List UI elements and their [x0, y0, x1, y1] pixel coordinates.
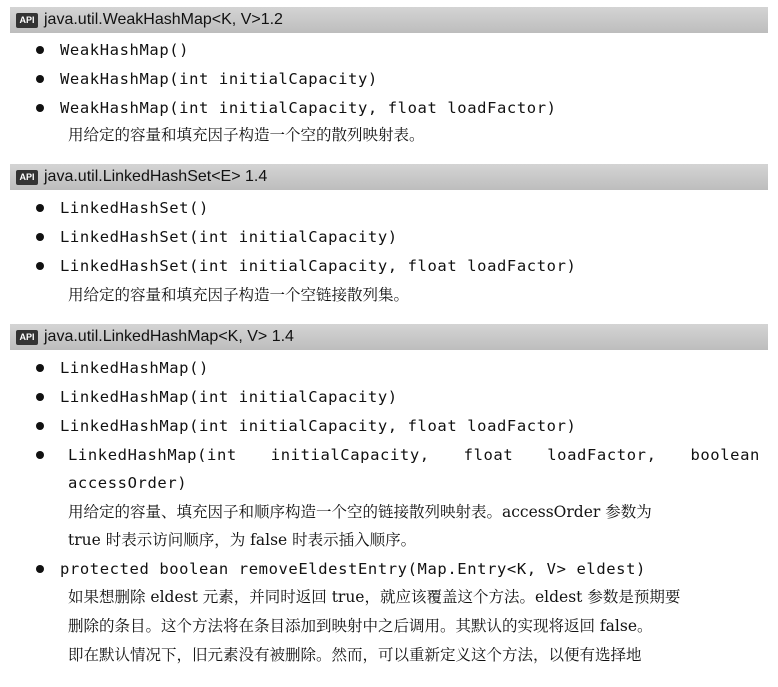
signature-word: float	[463, 446, 514, 464]
method-signature: protected boolean removeEldestEntry(Map.Entry<K, V> eldest)	[60, 560, 646, 578]
signature-word: LinkedHashMap(int	[68, 446, 237, 464]
method-item	[36, 37, 189, 63]
method-signature-line1	[68, 442, 760, 468]
method-item	[36, 355, 209, 381]
method-signature: WeakHashMap(int initialCapacity, float loadFactor)	[60, 99, 557, 117]
method-item	[36, 195, 209, 221]
bullet-icon	[36, 364, 44, 372]
method-description-line: 即在默认情况下，旧元素没有被删除。然而，可以重新定义这个方法，以便有选择地	[68, 646, 642, 664]
api-badge-icon: API	[16, 170, 38, 185]
method-description-line: true 时表示访问顺序，为 false 时表示插入顺序。	[68, 531, 417, 549]
method-signature-line2: accessOrder)	[68, 474, 188, 492]
method-signature: LinkedHashMap(int initialCapacity, float loadFactor)	[60, 417, 577, 435]
method-signature: LinkedHashMap(int initialCapacity)	[60, 388, 398, 406]
api-header-title: java.util.LinkedHashMap<K, V> 1.4	[44, 328, 294, 345]
bullet-icon	[36, 422, 44, 430]
bullet-icon	[36, 451, 44, 459]
api-header-title: java.util.LinkedHashSet<E> 1.4	[44, 168, 268, 185]
method-signature: LinkedHashMap()	[60, 359, 209, 377]
api-header-linkedhashmap	[10, 324, 768, 350]
method-item-protected	[36, 556, 646, 582]
method-item	[36, 95, 557, 121]
bullet-icon	[36, 75, 44, 83]
api-header-linkedhashset	[10, 164, 768, 190]
method-signature: LinkedHashSet(int initialCapacity, float loadFactor)	[60, 257, 577, 275]
method-item	[36, 384, 398, 410]
bullet-icon	[36, 262, 44, 270]
bullet-icon	[36, 565, 44, 573]
bullet-icon	[36, 46, 44, 54]
method-description-line: 删除的条目。这个方法将在条目添加到映射中之后调用。其默认的实现将返回 false。	[68, 617, 653, 635]
method-signature: LinkedHashSet(int initialCapacity)	[60, 228, 398, 246]
signature-word: loadFactor,	[547, 446, 657, 464]
method-signature: WeakHashMap()	[60, 41, 190, 59]
method-description: 用给定的容量和填充因子构造一个空链接散列集。	[68, 286, 410, 304]
bullet-icon	[36, 204, 44, 212]
method-item	[36, 413, 576, 439]
bullet-icon	[36, 104, 44, 112]
bullet-icon	[36, 233, 44, 241]
api-badge-icon: API	[16, 13, 38, 28]
api-header-title: java.util.WeakHashMap<K, V>1.2	[44, 11, 283, 28]
bullet-icon	[36, 393, 44, 401]
method-description-line: 用给定的容量、填充因子和顺序构造一个空的链接散列映射表。accessOrder 参数为	[68, 503, 652, 521]
signature-word: initialCapacity,	[270, 446, 430, 464]
method-description: 用给定的容量和填充因子构造一个空的散列映射表。	[68, 126, 425, 144]
api-badge-icon: API	[16, 330, 38, 345]
method-signature: WeakHashMap(int initialCapacity)	[60, 70, 378, 88]
api-header-weakhashmap	[10, 7, 768, 33]
method-item	[36, 224, 398, 250]
method-item	[36, 253, 576, 279]
method-description-line: 如果想删除 eldest 元素，并同时返回 true，就应该覆盖这个方法。eldest 参数是预期要	[68, 588, 681, 606]
method-signature: LinkedHashSet()	[60, 199, 209, 217]
method-item	[36, 66, 378, 92]
signature-word: boolean	[690, 446, 760, 464]
